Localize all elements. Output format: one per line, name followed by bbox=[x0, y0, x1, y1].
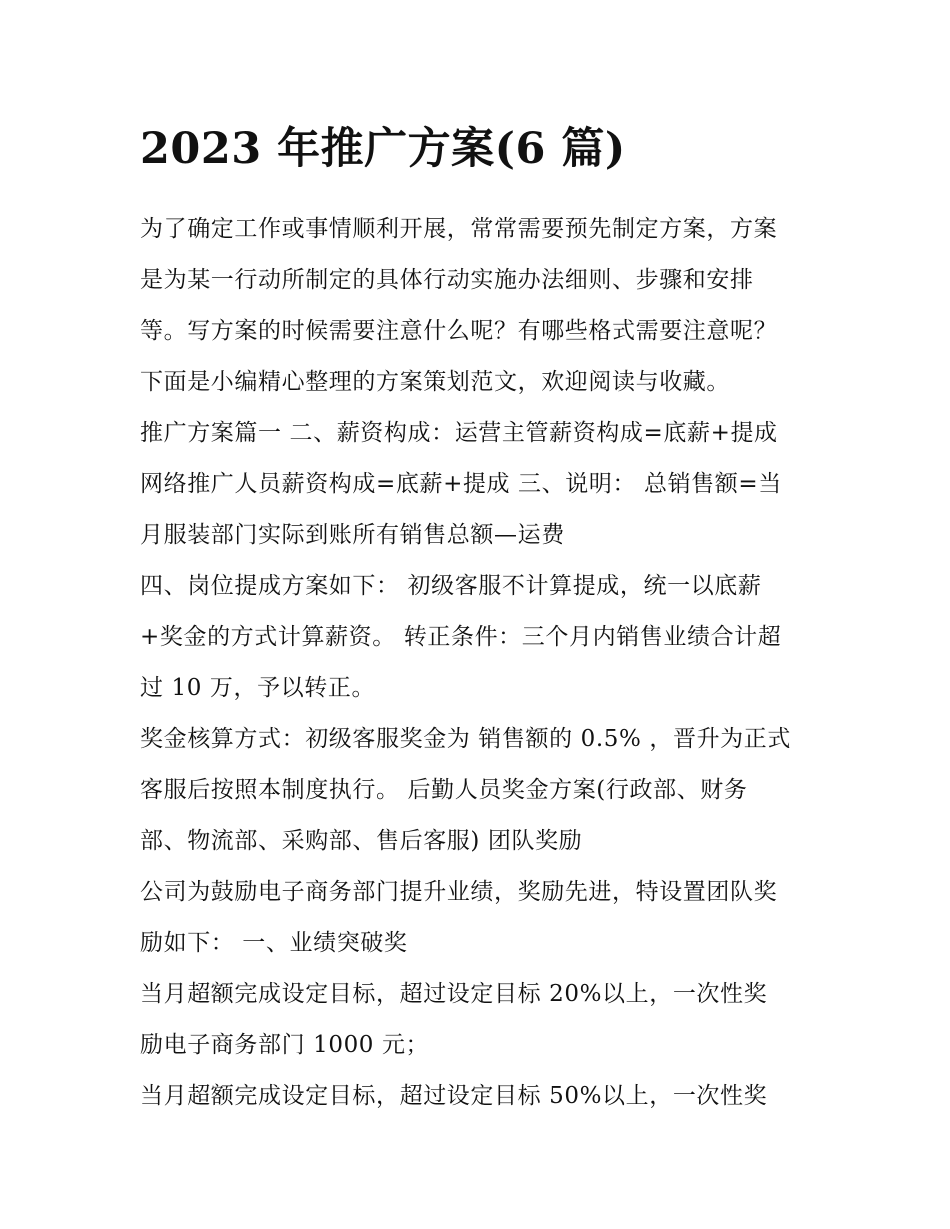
text-line: 客服后按照本制度执行。 后勤人员奖金方案(行政部、财务 bbox=[140, 777, 748, 803]
text-line: 部、物流部、采购部、售后客服) 团队奖励 bbox=[140, 828, 583, 854]
paragraph-team-reward bbox=[140, 867, 820, 969]
text-line: 过 10 万，予以转正。 bbox=[140, 675, 376, 701]
text-line: 公司为鼓励电子商务部门提升业绩，奖励先进，特设置团队奖 bbox=[140, 879, 778, 905]
text-line: 推广方案篇一 二、薪资构成：运营主管薪资构成=底薪+提成 bbox=[140, 420, 778, 446]
text-line: 当月超额完成设定目标，超过设定目标 20%以上，一次性奖 bbox=[140, 981, 768, 1007]
text-line: 励如下： 一、业绩突破奖 bbox=[140, 930, 408, 956]
text-line: 等。写方案的时候需要注意什么呢？有哪些格式需要注意呢？ bbox=[140, 318, 778, 344]
text-line: 是为某一行动所制定的具体行动实施办法细则、步骤和安排 bbox=[140, 267, 754, 293]
text-line: 四、岗位提成方案如下： 初级客服不计算提成，统一以底薪 bbox=[140, 573, 762, 599]
text-line: 网络推广人员薪资构成=底薪+提成 三、说明： 总销售额=当 bbox=[140, 471, 782, 497]
paragraph-bonus bbox=[140, 714, 820, 867]
text-line: 下面是小编精心整理的方案策划范文，欢迎阅读与收藏。 bbox=[140, 369, 730, 395]
paragraph-commission bbox=[140, 561, 820, 714]
text-line: 奖金核算方式：初级客服奖金为 销售额的 0.5% ，晋升为正式 bbox=[140, 726, 791, 752]
paragraph-target-50 bbox=[140, 1071, 820, 1122]
document-page bbox=[140, 118, 820, 1122]
text-line: 当月超额完成设定目标，超过设定目标 50%以上，一次性奖 bbox=[140, 1083, 768, 1109]
text-line: 月服装部门实际到账所有销售总额—运费 bbox=[140, 522, 565, 548]
paragraph-target-20 bbox=[140, 969, 820, 1071]
paragraph-salary bbox=[140, 408, 820, 561]
text-line: +奖金的方式计算薪资。 转正条件：三个月内销售业绩合计超 bbox=[140, 624, 782, 650]
document-title: 2023 年推广方案(6 篇) bbox=[140, 124, 626, 174]
text-line: 励电子商务部门 1000 元； bbox=[140, 1032, 430, 1058]
paragraph-intro bbox=[140, 204, 820, 408]
text-line: 为了确定工作或事情顺利开展，常常需要预先制定方案，方案 bbox=[140, 216, 778, 242]
